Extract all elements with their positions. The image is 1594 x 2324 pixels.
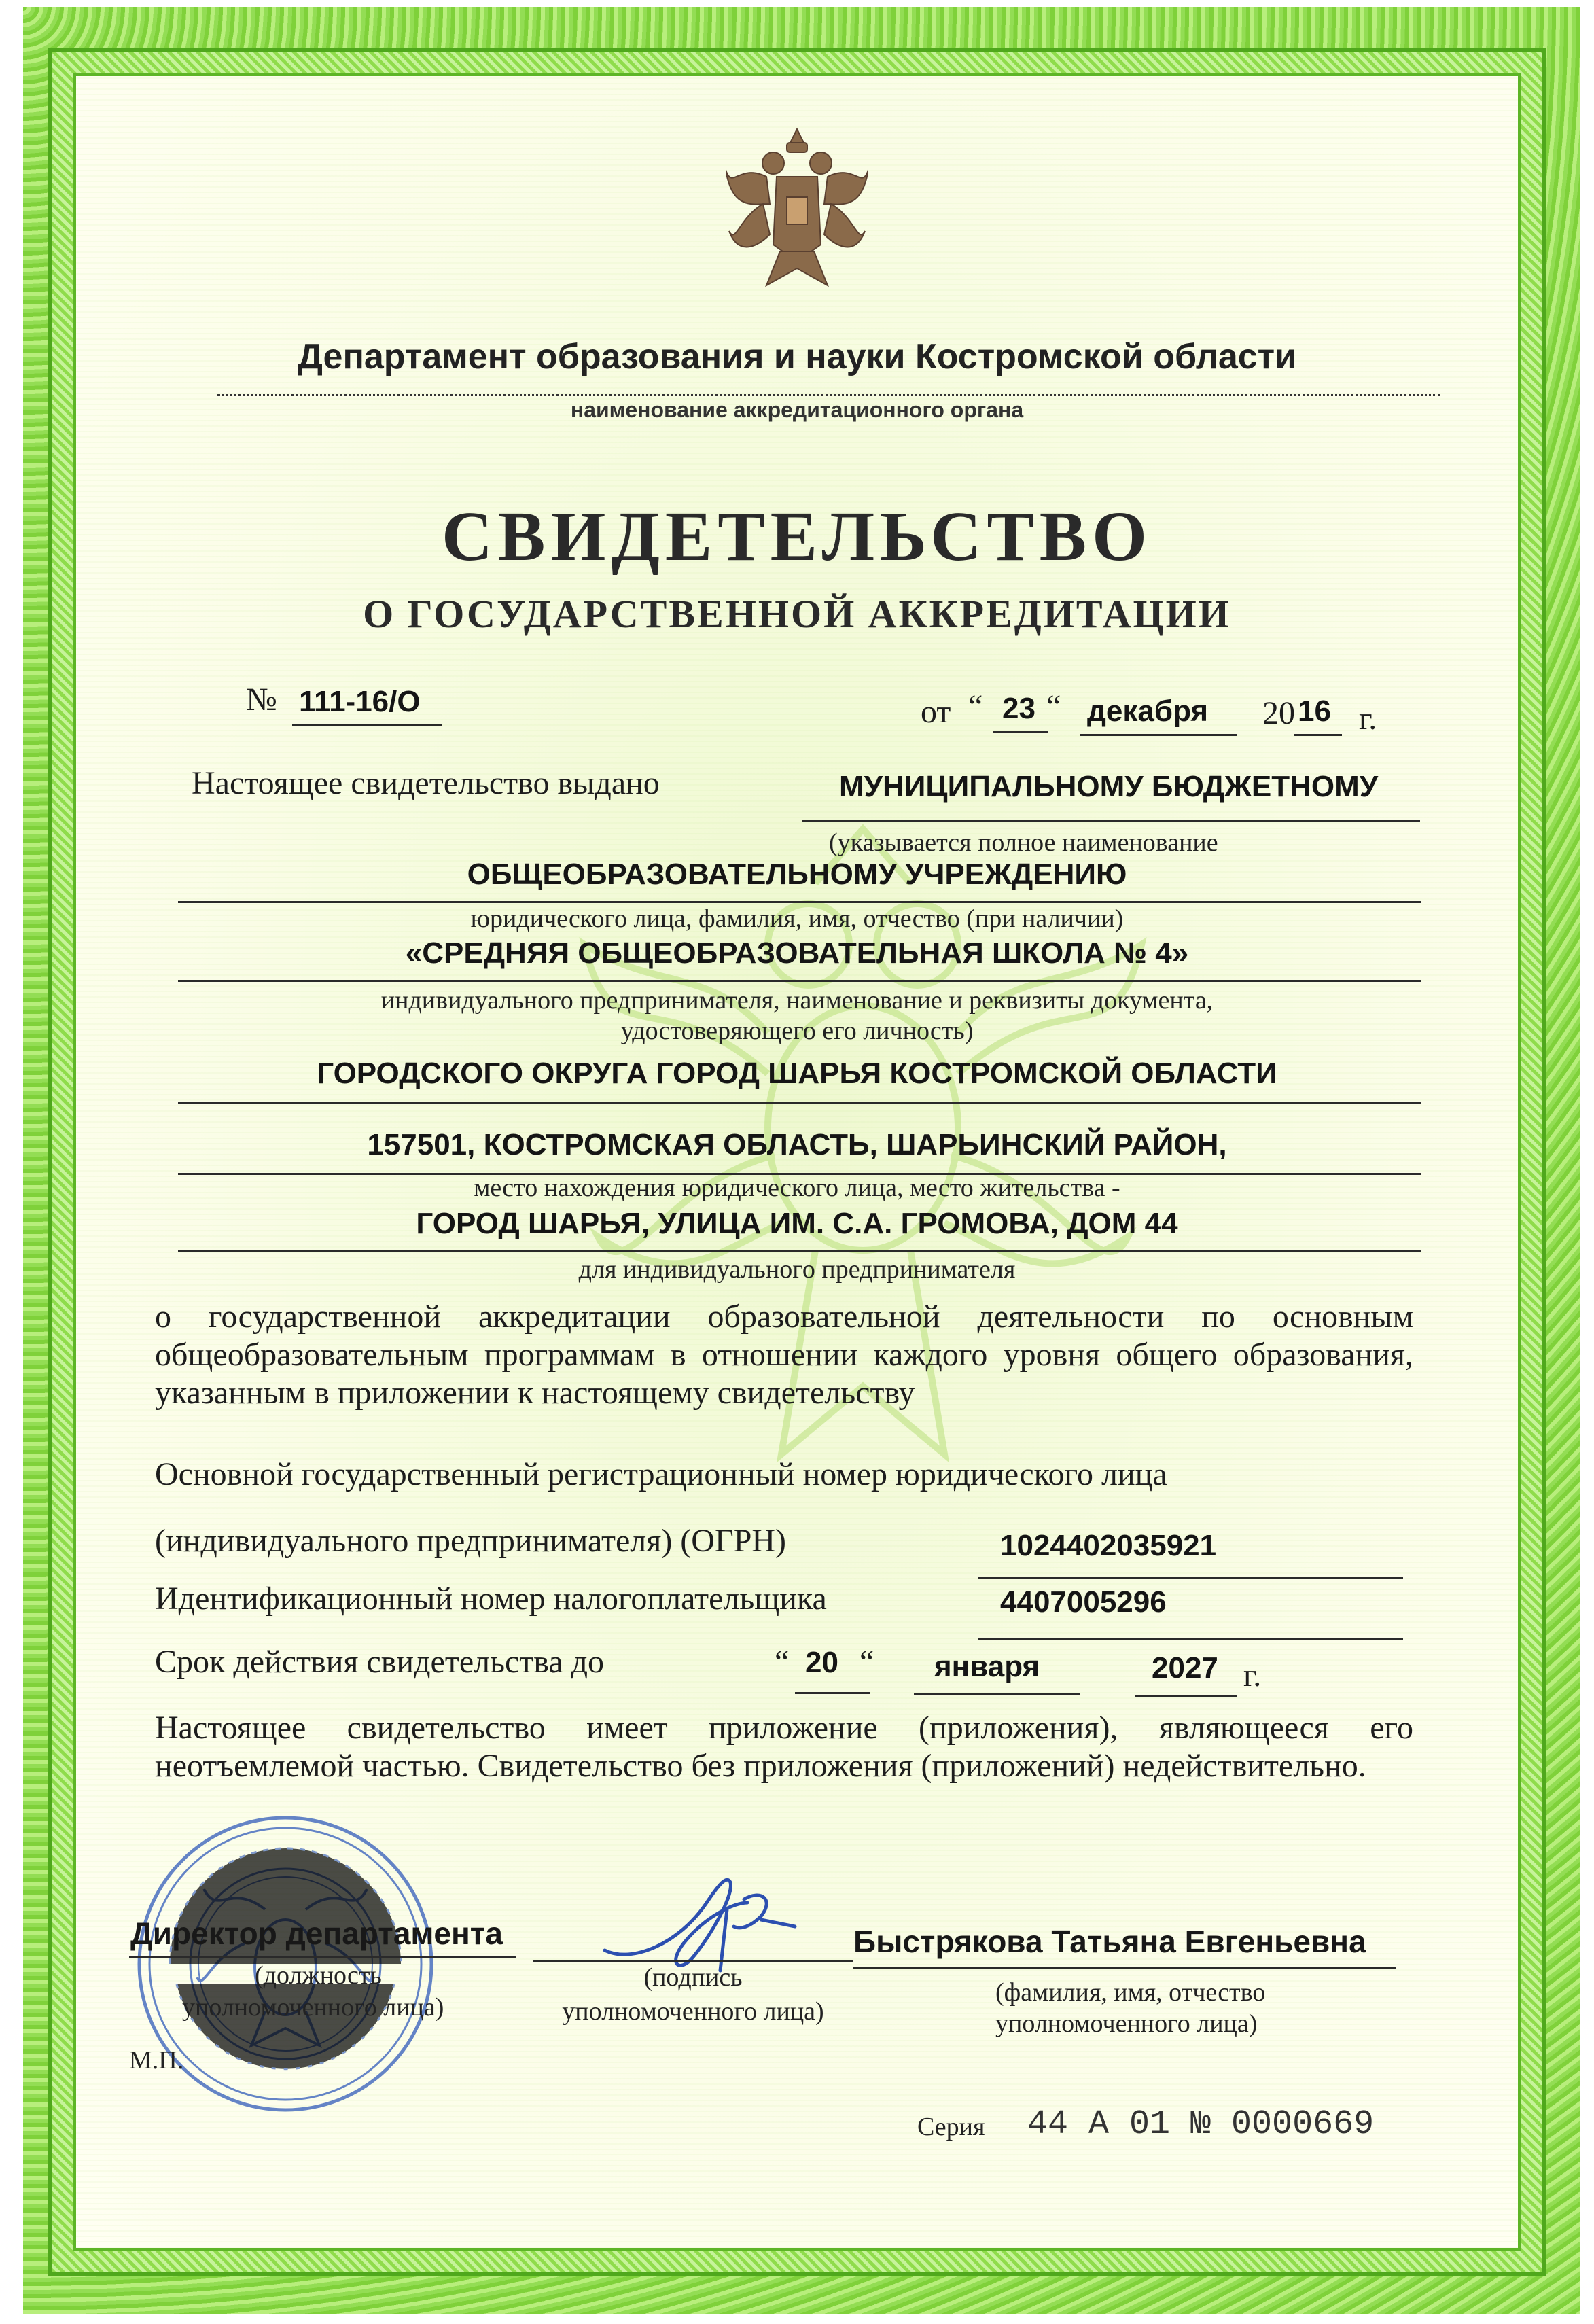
ogrn-value: 1024402035921 bbox=[1000, 1529, 1217, 1562]
number-sign: № bbox=[246, 682, 277, 718]
inn-label: Идентификационный номер налогоплательщика bbox=[155, 1581, 827, 1617]
position-note2: уполномоченного лица) bbox=[182, 1993, 444, 2022]
issue-date-year-suffix: 16 bbox=[1298, 694, 1331, 728]
fio-underline bbox=[853, 1967, 1396, 1969]
validity-close-quote: “ bbox=[860, 1644, 874, 1680]
issued-to-note1: (указывается полное наименование bbox=[829, 828, 1218, 857]
issued-to-note3a: индивидуального предпринимателя, наименование и реквизиты документа, bbox=[380, 986, 1214, 1015]
certificate-number: 111-16/О bbox=[299, 685, 421, 718]
validity-label: Срок действия свидетельства до bbox=[155, 1644, 605, 1680]
ogrn-label-line2: (индивидуального предпринимателя) (ОГРН) bbox=[155, 1523, 787, 1559]
validity-year-underline bbox=[1135, 1695, 1237, 1697]
issued-to-line3: «СРЕДНЯЯ ОБЩЕОБРАЗОВАТЕЛЬНАЯ ШКОЛА № 4» bbox=[405, 936, 1189, 970]
issued-to-line1: МУНИЦИПАЛЬНОМУ БЮДЖЕТНОМУ bbox=[839, 770, 1379, 803]
authority-caption: наименование аккредитационного органа bbox=[570, 398, 1024, 422]
issue-date-open-quote: “ bbox=[968, 688, 983, 724]
document-title: СВИДЕТЕЛЬСТВО bbox=[441, 497, 1153, 576]
inn-underline bbox=[978, 1638, 1403, 1640]
position-note1: (должность bbox=[255, 1961, 382, 1990]
issued-to-note5: место нахождения юридического лица, место жительства - bbox=[474, 1174, 1120, 1202]
issue-date-g: г. bbox=[1359, 701, 1377, 737]
issue-date-month: декабря bbox=[1087, 694, 1209, 728]
signatory-full-name: Быстрякова Татьяна Евгеньевна bbox=[853, 1924, 1366, 1959]
fio-note2: уполномоченного лица) bbox=[995, 2009, 1258, 2038]
issue-date-day: 23 bbox=[1002, 692, 1035, 725]
issue-date-year-prefix: 20 bbox=[1262, 695, 1295, 731]
issued-to-line5: 157501, КОСТРОМСКАЯ ОБЛАСТЬ, ШАРЬИНСКИЙ РАЙОН, bbox=[367, 1128, 1227, 1161]
series-number: 44 А 01 № 0000669 bbox=[1027, 2105, 1375, 2144]
issued-to-note3b: удостоверяющего его личность) bbox=[620, 1017, 974, 1045]
appendix-paragraph: Настоящее свидетельство имеет приложение (приложения), являющееся его неотъемлемой частью. Свидетельство без приложения (приложений) недействительно. bbox=[155, 1710, 1413, 1784]
issued-to-note6: для индивидуального предпринимателя bbox=[578, 1255, 1016, 1284]
validity-month-underline bbox=[914, 1693, 1080, 1695]
validity-year: 2027 bbox=[1152, 1651, 1218, 1685]
validity-g: г. bbox=[1243, 1657, 1262, 1693]
line4-underline bbox=[178, 1102, 1421, 1104]
fio-note1: (фамилия, имя, отчество bbox=[995, 1978, 1266, 2007]
authority-underline bbox=[217, 394, 1440, 396]
issue-date-from: от bbox=[921, 694, 951, 730]
coat-of-arms-icon bbox=[726, 116, 868, 292]
inn-value: 4407005296 bbox=[1000, 1585, 1167, 1619]
issue-month-underline bbox=[1080, 734, 1237, 736]
document-subtitle: О ГОСУДАРСТВЕННОЙ АККРЕДИТАЦИИ bbox=[363, 592, 1231, 636]
seal-place-mark: М.П. bbox=[129, 2046, 184, 2075]
issued-to-label: Настоящее свидетельство выдано bbox=[192, 765, 660, 801]
line1-underline bbox=[802, 820, 1420, 822]
issue-date-close-quote: “ bbox=[1046, 688, 1061, 724]
line6-underline bbox=[178, 1250, 1421, 1252]
validity-day: 20 bbox=[805, 1646, 838, 1679]
authority-name: Департамент образования и науки Костромской области bbox=[297, 337, 1297, 376]
ogrn-label-line1: Основной государственный регистрационный номер юридического лица bbox=[155, 1456, 1167, 1492]
signature-note1: (подпись bbox=[643, 1963, 743, 1992]
issued-to-line6: ГОРОД ШАРЬЯ, УЛИЦА ИМ. С.А. ГРОМОВА, ДОМ 44 bbox=[416, 1207, 1178, 1240]
signature-note2: уполномоченного лица) bbox=[562, 1997, 824, 2026]
validity-open-quote: “ bbox=[775, 1644, 790, 1680]
issued-to-note2: юридического лица, фамилия, имя, отчество (при наличии) bbox=[470, 904, 1124, 933]
issue-day-underline bbox=[993, 731, 1048, 733]
validity-month: января bbox=[934, 1650, 1040, 1683]
issued-to-line2: ОБЩЕОБРАЗОВАТЕЛЬНОМУ УЧРЕЖДЕНИЮ bbox=[467, 858, 1127, 891]
issue-year-underline bbox=[1294, 734, 1342, 736]
accreditation-paragraph: о государственной аккредитации образовательной деятельности по основным общеобразовательным программам в отношении каждого уровня общего образования, указанным в приложении к настоящему свидетельству bbox=[155, 1299, 1413, 1411]
number-underline bbox=[292, 724, 442, 726]
issued-to-line4: ГОРОДСКОГО ОКРУГА ГОРОД ШАРЬЯ КОСТРОМСКОЙ ОБЛАСТИ bbox=[317, 1057, 1277, 1090]
validity-day-underline bbox=[795, 1692, 870, 1694]
line2-underline bbox=[178, 901, 1421, 903]
line3-underline bbox=[178, 980, 1421, 982]
series-label: Серия bbox=[917, 2113, 985, 2141]
position-underline bbox=[129, 1956, 516, 1958]
ogrn-underline bbox=[978, 1577, 1403, 1579]
signatory-position: Директор департамента bbox=[130, 1916, 503, 1951]
